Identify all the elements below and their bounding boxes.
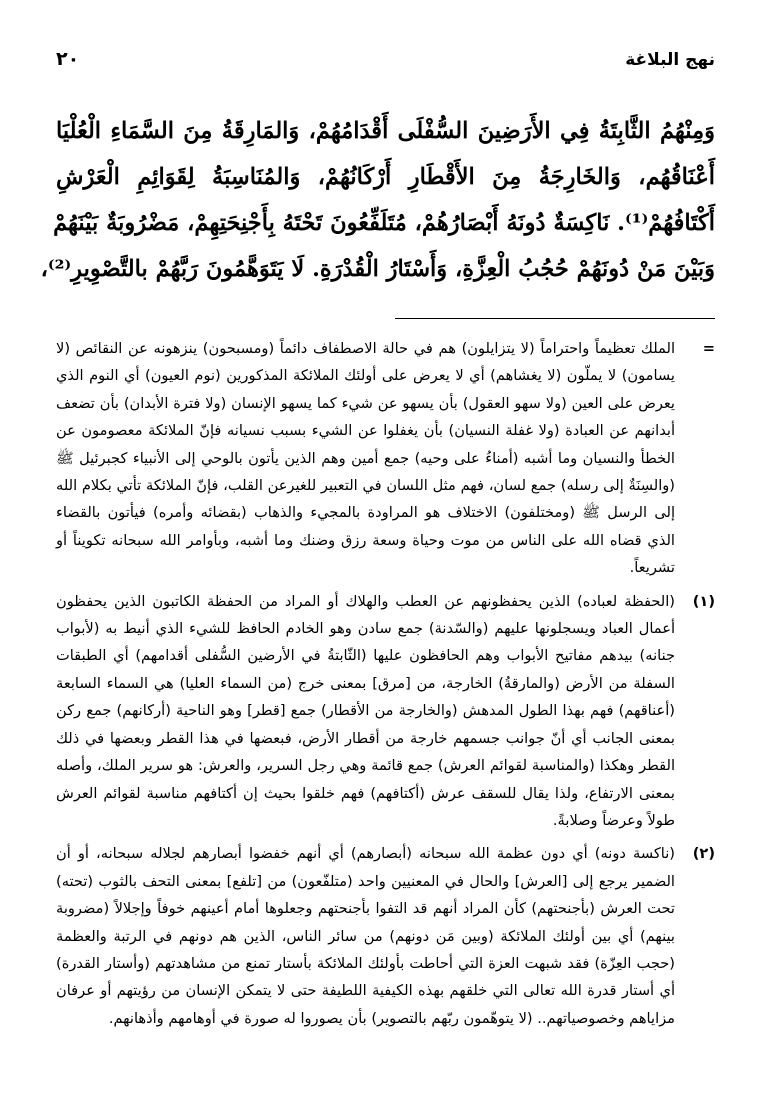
footnote-2 — [56, 840, 715, 1032]
footnote-marker: (١) — [692, 592, 715, 610]
main-text — [40, 108, 715, 292]
footnote-divider — [395, 318, 715, 319]
main-text-line: وَبَيْنَ مَنْ دُونَهُمْ حُجُبُ الْعِزَّةِ، وَأَسْتَارُ الْقُدْرَةِ. لَا يَتَوَهَّمُونَ رَبَّهُمْ بالتَّصْوِيرِ⁽²⁾، — [40, 256, 715, 282]
main-text-line: أَعْنَاقُهُم، وَالخَارِجَةُ مِنَ الأَقْطَارِ أَرْكَانُهُمْ، وَالمُنَاسِبَةُ لِقَوَائِمِ الْعَرْشِ — [56, 164, 715, 190]
footnote-text: الملك تعظيماً واحتراماً (لا يتزايلون) هم في حالة الاصطفاف دائماً (ومسبحون) ينزهونه عن النقائص (لا يسامون) لا يملّون (لا يغشاهم) أي لا يعرض على أولئك الملائكة المذكورين (نوم العيون) أي النوم الذي يعرض على العين (ولا سهو العقول) بأن يسهو عن شيء كما يسهو الإنسان (ولا فترة الأبدان) بأن تضعف أبدانهم عن العبادة (ولا غفلة النسيان) بأن يغفلوا عن الشيء بسبب نسيانه فإنّ الملائكة معصومون عن الخطأ والنسيان وما أشبه (أمناءُ على وحيه) جمع أمين وهم الذين يأتون بالوحي إلى الأنبياء كجبرئيل ﷺ (والسِنَةٌ إلى رسله) جمع لسان، فهم مثل اللسان في التعبير للغيرعن القلب، فإنّ الملائكة تأتي بكلام الله إلى الرسل ﷺ (ومختلفون) الاختلاف هو المراودة بالمجيء والذهاب (بقضائه وأمره) فيأتون بالقضاء الذي قضاه الله على الناس من موت وحياة وسعة رزق وضنك وما أشبه، وبأوامر الله سبحانه تكويناً أو تشريعاً. — [56, 340, 675, 577]
book-title: نهج البلاغة — [625, 50, 715, 70]
page-number: ٢٠ — [56, 48, 80, 70]
footnotes — [56, 335, 715, 1032]
footnote-marker: (٢) — [692, 845, 715, 863]
main-text-line: أَكْتَافُهُمْ⁽¹⁾. نَاكِسَةٌ دُونَهُ أَبْصَارُهُمْ، مُتَلَفِّعُونَ تَحْتَهُ بِأَجْنِحَتِهِمْ، مَضْرُوبَةٌ بَيْنَهُمْ — [53, 210, 715, 236]
footnote-text: (الحفظة لعباده) الذين يحفظونهم عن العطب والهلاك أو المراد من الحفظة الكاتبون الذين يحفظون أعمال العباد ويسجلونها عليهم (والسّدنة) جمع سادن وهو الخادم الحافظ للشيء الذي أنيط به (لأبواب جنانه) بيدهم مفاتيح الأبواب وهم الحافظون عليها (الثّابتةُ في الأرضين السُّفلى أقدامهم) أي الطبقات السفلة من الأرض (والمارقةُ) الخارجة، من [مرق] بمعنى خرج (من السماء العليا) هي السماء السابعة (أعناقهم) فهم بهذا الطول المدهش (والخارجة من الأقطار) جمع [قطر] وهو الناحية (أركانهم) جمع ركن بمعنى الجانب أي أنّ جوانب جسمهم خارجة من أقطار الأرض، فبعضها في هذا القطر وبعضها في ذلك القطر وهكذا (والمناسبة لقوائم العرش) جمع قائمة وهي رجل السرير، والعرش: هو سرير الملك، وأصله بمعنى الارتفاع، ولذا يقال للسقف عرش (أكتافهم) فهم خلقوا بحيث إن أكتافهم مناسبة لقوائم العرش طولاً وعرضاً وصلابةً. — [56, 592, 675, 829]
footnote-1 — [56, 588, 715, 835]
footnote-text: (ناكسة دونه) أي دون عظمة الله سبحانه (أبصارهم) أي أنهم خفضوا أبصارهم لجلاله سبحانه، أو أن الضمير يرجع إلى [العرش] والحال في المعنيين واحد (متلفّعون) من [تلفع] بمعنى التحف بالثوب (تحته) تحت العرش (بأجنحتهم) كأن المراد أنهم قد التفوا بأجنحتهم وجعلوها أمام أعينهم خوفاً وإجلالاً (مضروبة بينهم) أي بين أولئك الملائكة (وبين مَن دونهم) من سائر الناس، الذين هم دونهم في الرتبة والعظمة (حجب العِزّة) فقد شبهت العزة التي أحاطت بأولئك الملائكة بأستار تمنع من مشاهدتهم (وأستار القدرة) أي أستار قدرة الله تعالى التي خلقهم بهذه الكيفية اللطيفة حتى لا يتمكن الإنسان من رؤيتهم أو عرفان مزاياهم وخصوصياتهم.. (لا يتوهّمون ربّهم بالتصوير) بأن يصوروا له صورة في أوهامهم وأذهانهم. — [56, 845, 675, 1027]
footnote-continuation — [56, 335, 715, 582]
page-header — [56, 48, 715, 82]
footnote-marker: = — [702, 340, 715, 357]
main-text-line: وَمِنْهُمُ الثَّابِتَةُ فِي الأَرَضِينَ السُّفْلَى أَقْدَامُهُمْ، وَالمَارِقَةُ مِنَ السَّمَاءِ الْعُلْيَا — [56, 118, 715, 144]
